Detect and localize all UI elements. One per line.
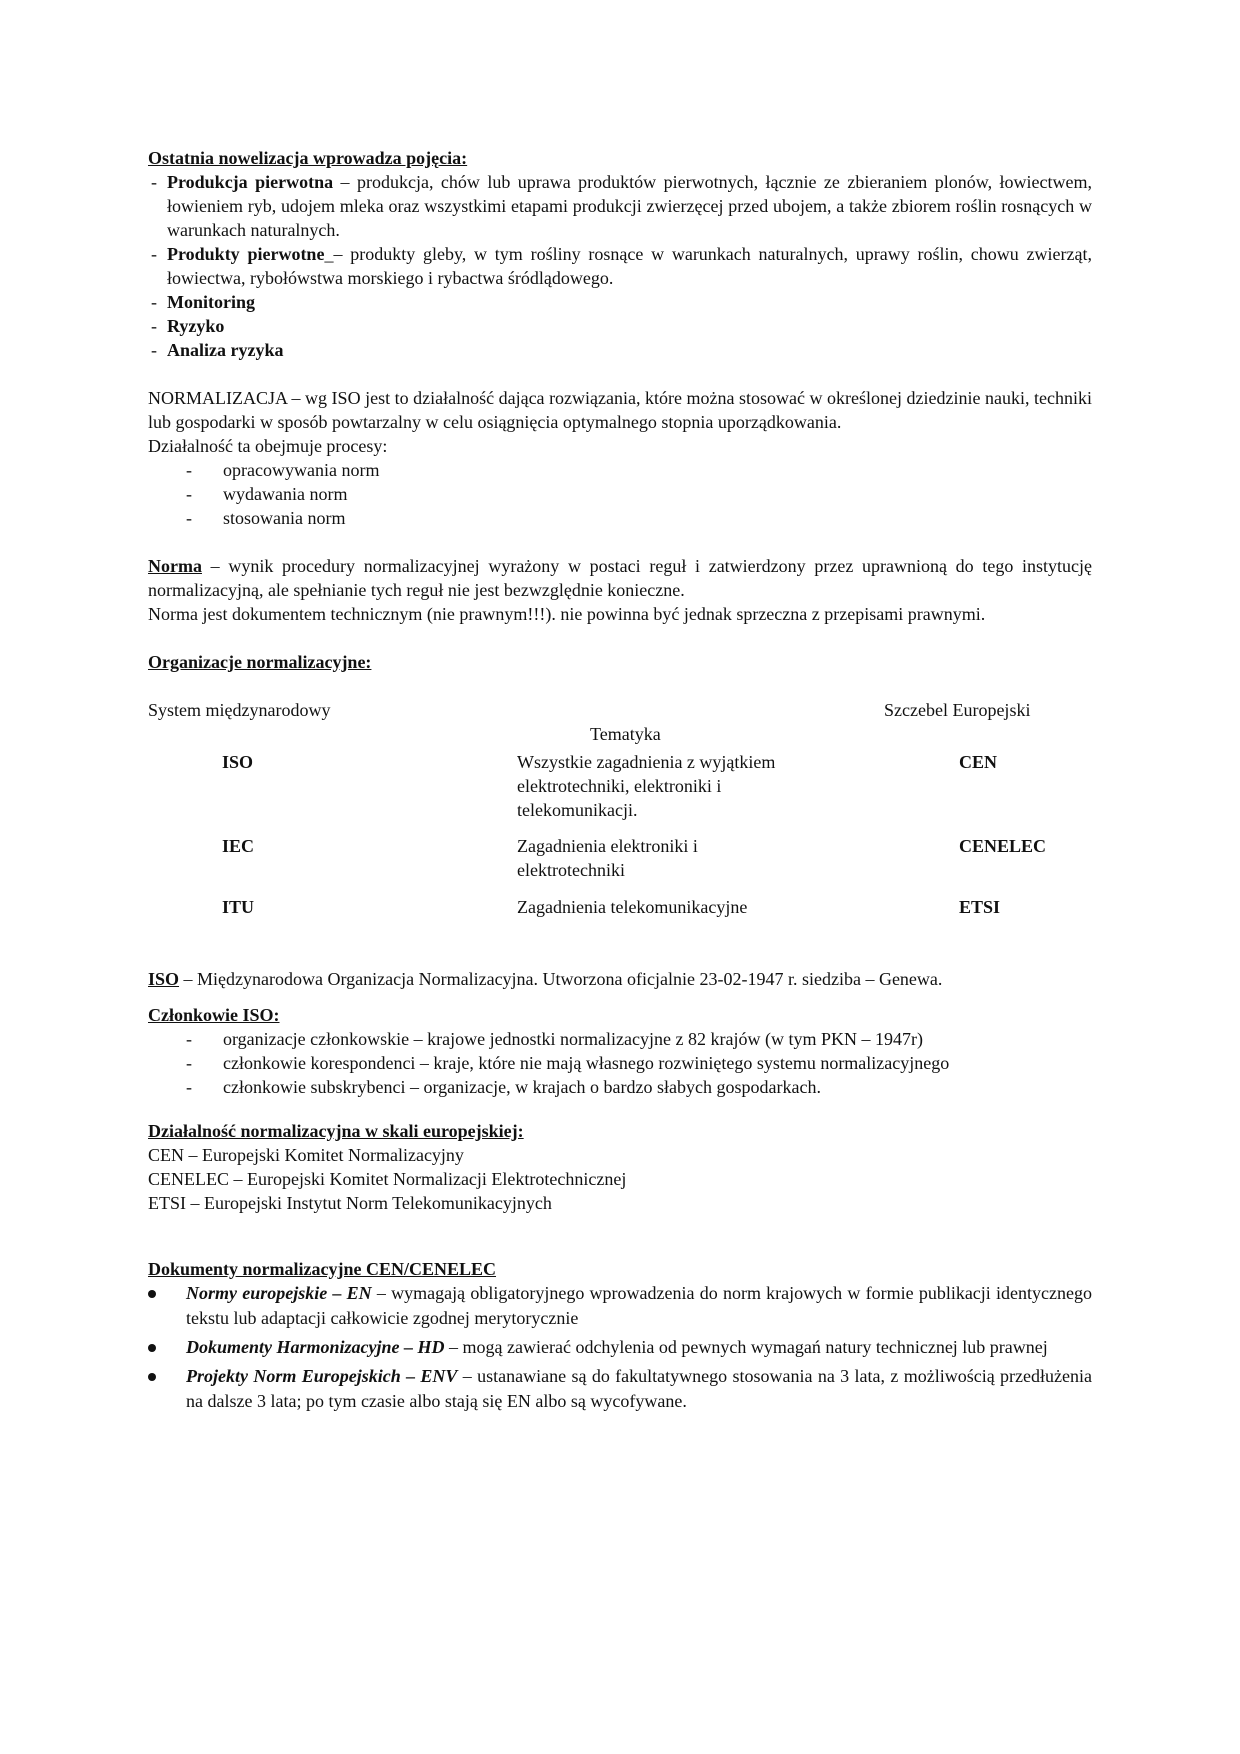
section-heading-dokumenty: Dokumenty normalizacyjne CEN/CENELEC [148, 1259, 497, 1279]
process-item: - opracowywania norm [148, 458, 1092, 482]
section-heading-organizacje: Organizacje normalizacyjne: [148, 652, 372, 672]
section-heading-czlonkowie: Członkowie ISO: [148, 1005, 280, 1025]
iso-paragraph [148, 967, 1092, 991]
column-header-international: System międzynarodowy [148, 700, 331, 720]
organizations-table-row [148, 895, 1092, 967]
member-item: - członkowie subskrybenci – organizacje, w krajach o bardzo słabych gospodarkach. [148, 1075, 1092, 1099]
european-org: CEN [959, 752, 998, 772]
processes-intro: Działalność ta obejmuje procesy: [148, 436, 388, 456]
international-org: IEC [222, 836, 255, 856]
bullet-icon [148, 1373, 156, 1381]
document-definition: – mogą zawierać odchylenia od pewnych wymagań natury technicznej lub prawnej [444, 1337, 1048, 1357]
org-topic: Zagadnienia elektroniki i elektrotechniki [517, 836, 698, 880]
column-header-european: Szczebel Europejski [884, 700, 1031, 720]
term-item [148, 242, 1092, 290]
member-item: - organizacje członkowskie – krajowe jednostki normalizacyjne z 82 krajów (w tym PKN – 1947r) [148, 1027, 1092, 1051]
organizations-table-header [148, 698, 1092, 750]
international-org: ISO [222, 752, 254, 772]
normalizacja-paragraph [148, 386, 1092, 434]
normalizacja-definition: – wg ISO jest to działalność dająca rozwiązania, które można stosować w określonej dziedzinie nauki, techniki lub gospodarki w sposób powtarzalny w celu osiągnięcia optymalnego stopnia uporządkowania. [148, 388, 1092, 432]
term-item [148, 290, 1092, 314]
organizations-table-row [148, 750, 1092, 834]
member-item: - członkowie korespondenci – kraje, które nie mają własnego rozwiniętego systemu normalizacyjnego [148, 1051, 1092, 1075]
document-item [148, 1364, 1092, 1414]
section-heading-europejska: Działalność normalizacyjna w skali europejskiej: [148, 1121, 524, 1141]
bullet-icon [148, 1290, 156, 1298]
european-org-line: ETSI – Europejski Instytut Norm Telekomunikacyjnych [148, 1193, 552, 1213]
document-page [148, 146, 1092, 1418]
organizations-table-row [148, 834, 1092, 895]
document-term: Dokumenty Harmonizacyjne – HD [186, 1337, 445, 1357]
norma-definition: – wynik procedury normalizacyjnej wyrażony w postaci reguł i zatwierdzony przez uprawnioną do tego instytucję normalizacyjną, ale spełnianie tych reguł nie jest bezwzględnie konieczne. [148, 556, 1092, 600]
iso-term: ISO [148, 969, 180, 989]
normalizacja-term: NORMALIZACJA [148, 388, 288, 408]
processes-list [148, 458, 1092, 530]
terms-list [148, 170, 1092, 362]
norma-term: Norma [148, 556, 202, 576]
bullet-icon [148, 1344, 156, 1352]
norma-note: Norma jest dokumentem technicznym (nie prawnym!!!). nie powinna być jednak sprzeczna z przepisami prawnymi. [148, 604, 986, 624]
european-org: CENELEC [959, 836, 1047, 856]
document-item [148, 1281, 1092, 1331]
section-heading-pojecia: Ostatnia nowelizacja wprowadza pojęcia: [148, 148, 468, 168]
european-org-line: CENELEC – Europejski Komitet Normalizacji Elektrotechnicznej [148, 1169, 627, 1189]
european-org: ETSI [959, 897, 1001, 917]
term-item [148, 170, 1092, 242]
process-item: - stosowania norm [148, 506, 1092, 530]
org-topic: Wszystkie zagadnienia z wyjątkiem elektrotechniki, elektroniki i telekomunikacji. [517, 752, 776, 820]
document-item [148, 1335, 1092, 1360]
norma-paragraph [148, 554, 1092, 602]
document-definition: – wymagają obligatoryjnego wprowadzenia do norm krajowych w formie publikacji identycznego tekstu lub adaptacji całkowicie zgodnej merytorycznie [186, 1283, 1092, 1328]
term-label: Analiza ryzyka [167, 340, 284, 360]
term-definition: _– produkty gleby, w tym rośliny rosnące w warunkach naturalnych, uprawy roślin, chowu zwierząt, łowiectwa, rybołówstwa morskiego i rybactwa śródlądowego. [167, 244, 1092, 288]
term-item [148, 338, 1092, 362]
international-org: ITU [222, 897, 255, 917]
document-definition: – ustanawiane są do fakultatywnego stosowania na 3 lata, z możliwością przedłużenia na dalsze 3 lata; po tym czasie albo stają się EN albo są wycofywane. [186, 1366, 1092, 1411]
term-item [148, 314, 1092, 338]
term-definition: – produkcja, chów lub uprawa produktów pierwotnych, łącznie ze zbieraniem plonów, łowiectwem, łowieniem ryb, udojem mleka oraz wszystkimi etapami produkcji zwierzęcej przed ubojem, a także zbiorem roślin rosnących w warunkach naturalnych. [167, 172, 1092, 240]
european-org-line: CEN – Europejski Komitet Normalizacyjny [148, 1145, 464, 1165]
term-label: Ryzyko [167, 316, 225, 336]
term-label: Produkty pierwotne [167, 244, 325, 264]
process-item: - wydawania norm [148, 482, 1092, 506]
term-label: Monitoring [167, 292, 255, 312]
document-term: Projekty Norm Europejskich – ENV [186, 1366, 458, 1386]
iso-definition: – Międzynarodowa Organizacja Normalizacyjna. Utworzona oficjalnie 23-02-1947 r. siedziba – Genewa. [179, 969, 943, 989]
document-term: Normy europejskie – EN [186, 1283, 372, 1303]
documents-list [148, 1281, 1092, 1414]
org-topic: Zagadnienia telekomunikacyjne [517, 897, 748, 917]
term-label: Produkcja pierwotna [167, 172, 334, 192]
members-list [148, 1027, 1092, 1099]
column-header-topic: Tematyka [590, 724, 661, 744]
